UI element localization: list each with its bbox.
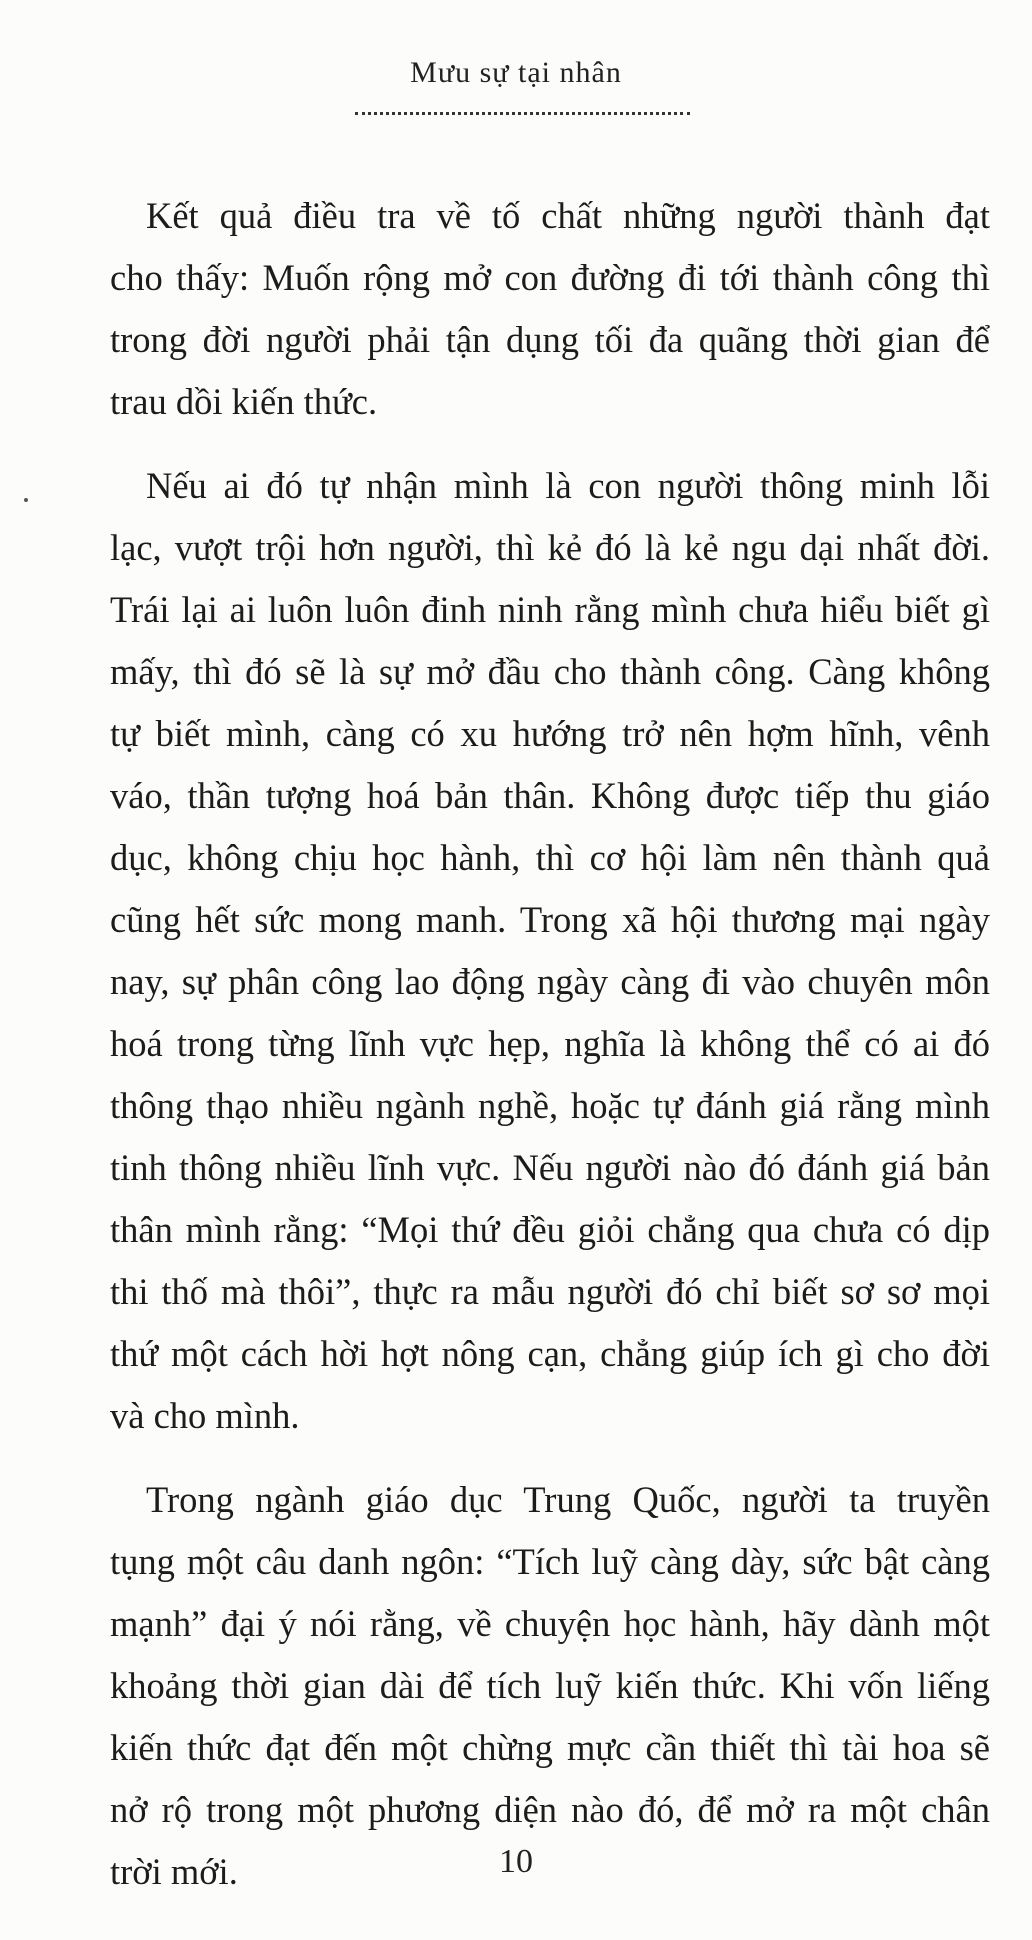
text-line: tụng một câu danh ngôn: “Tích luỹ càng dày, sức bật càng bbox=[110, 1541, 990, 1582]
text-line: tự biết mình, càng có xu hướng trở nên hợm hĩnh, vênh bbox=[110, 713, 990, 754]
page-number: 10 bbox=[499, 1843, 533, 1880]
text-line: nở rộ trong một phương diện nào đó, để mở ra một chân bbox=[110, 1789, 990, 1830]
text-line: khoảng thời gian dài để tích luỹ kiến thức. Khi vốn liếng bbox=[110, 1665, 990, 1706]
text-line: hoá trong từng lĩnh vực hẹp, nghĩa là không thể có ai đó bbox=[110, 1023, 990, 1064]
text-line: Trái lại ai luôn luôn đinh ninh rằng mình chưa hiểu biết gì bbox=[110, 589, 990, 630]
text-line: nay, sự phân công lao động ngày càng đi vào chuyên môn bbox=[110, 961, 990, 1002]
text-line: cũng hết sức mong manh. Trong xã hội thương mại ngày bbox=[110, 899, 990, 940]
paragraph-3 bbox=[110, 1469, 990, 1903]
text-line: váo, thần tượng hoá bản thân. Không được tiếp thu giáo bbox=[110, 775, 990, 816]
text-line: thứ một cách hời hợt nông cạn, chẳng giúp ích gì cho đời bbox=[110, 1333, 990, 1374]
text-line: tinh thông nhiều lĩnh vực. Nếu người nào đó đánh giá bản bbox=[110, 1147, 990, 1188]
running-head-title: Mưu sự tại nhân bbox=[410, 56, 622, 89]
text-line: thông thạo nhiều ngành nghề, hoặc tự đánh giá rằng mình bbox=[110, 1085, 990, 1126]
body-text bbox=[110, 185, 990, 1925]
text-line: thân mình rằng: “Mọi thứ đều giỏi chẳng qua chưa có dịp bbox=[110, 1209, 990, 1250]
text-line: mạnh” đại ý nói rằng, về chuyện học hành, hãy dành một bbox=[110, 1603, 990, 1644]
text-line: trau dồi kiến thức. bbox=[110, 381, 378, 422]
text-line: Nếu ai đó tự nhận mình là con người thông minh lỗi bbox=[146, 465, 990, 506]
text-line: Trong ngành giáo dục Trung Quốc, người ta truyền bbox=[146, 1479, 990, 1520]
text-line: kiến thức đạt đến một chừng mực cần thiết thì tài hoa sẽ bbox=[110, 1727, 990, 1768]
text-line: trời mới. bbox=[110, 1851, 238, 1892]
paragraph-1 bbox=[110, 185, 990, 433]
text-line: lạc, vượt trội hơn người, thì kẻ đó là kẻ ngu dại nhất đời. bbox=[110, 527, 990, 568]
text-line: Kết quả điều tra về tố chất những người thành đạt bbox=[146, 195, 990, 236]
header-dotted-rule bbox=[355, 112, 690, 115]
text-line: mấy, thì đó sẽ là sự mở đầu cho thành công. Càng không bbox=[110, 651, 990, 692]
stray-print-mark bbox=[24, 498, 28, 502]
text-line: trong đời người phải tận dụng tối đa quãng thời gian để bbox=[110, 319, 990, 360]
paragraph-2 bbox=[110, 455, 990, 1447]
text-line: dục, không chịu học hành, thì cơ hội làm nên thành quả bbox=[110, 837, 990, 878]
text-line: cho thấy: Muốn rộng mở con đường đi tới thành công thì bbox=[110, 257, 990, 298]
text-line: thi thố mà thôi”, thực ra mẫu người đó chỉ biết sơ sơ mọi bbox=[110, 1271, 990, 1312]
text-line: và cho mình. bbox=[110, 1395, 300, 1436]
